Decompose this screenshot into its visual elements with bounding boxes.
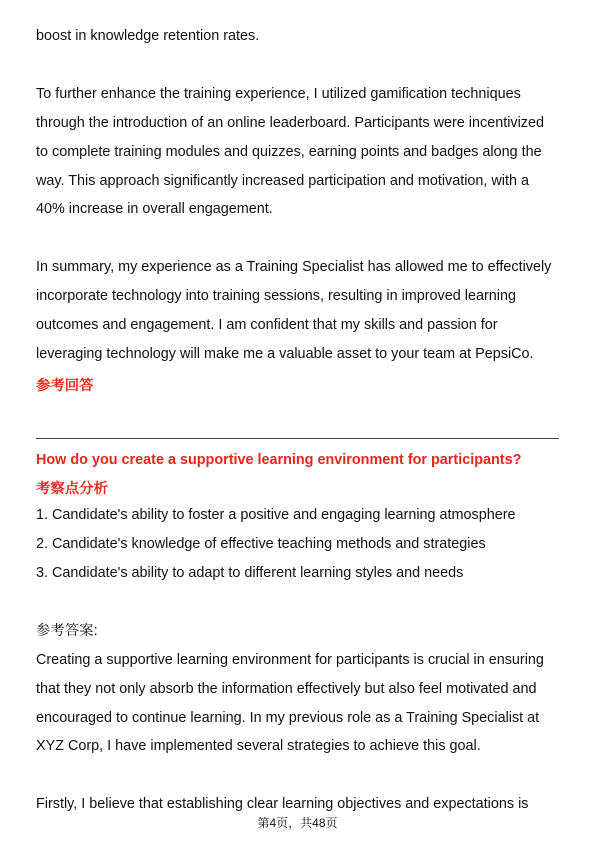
analysis-point: 2. Candidate's knowledge of effective teaching methods and strategies (36, 536, 486, 552)
analysis-point: 1. Candidate's ability to foster a positive and engaging learning atmosphere (36, 507, 516, 523)
body-text-line: To further enhance the training experience, I utilized gamification techniques (36, 86, 521, 102)
body-text-line: leveraging technology will make me a valuable asset to your team at PepsiCo. (36, 346, 534, 362)
body-text-line: to complete training modules and quizzes, earning points and badges along the (36, 144, 542, 160)
body-text-line: incorporate technology into training sessions, resulting in improved learning (36, 288, 516, 304)
body-text-line: way. This approach significantly increased participation and motivation, with a (36, 173, 530, 189)
section-divider (36, 438, 559, 439)
body-text-line: Firstly, I believe that establishing clear learning objectives and expectations is (36, 796, 529, 812)
body-text-line: 40% increase in overall engagement. (36, 201, 273, 217)
page-number: 第4页，共48页 (257, 816, 338, 830)
body-text-line: outcomes and engagement. I am confident that my skills and passion for (36, 317, 498, 333)
body-text-line: that they not only absorb the information effectively but also feel motivated and (36, 681, 537, 697)
analysis-point: 3. Candidate's ability to adapt to different learning styles and needs (36, 565, 464, 581)
body-text-line: Creating a supportive learning environment for participants is crucial in ensuring (36, 652, 544, 668)
reference-answer-heading: 参考回答 (36, 378, 94, 394)
analysis-heading: 考察点分析 (36, 481, 108, 497)
body-text-line: XYZ Corp, I have implemented several strategies to achieve this goal. (36, 738, 481, 754)
body-text-line: encouraged to continue learning. In my previous role as a Training Specialist at (36, 710, 540, 726)
question-heading: How do you create a supportive learning environment for participants? (36, 452, 522, 468)
body-text-line: through the introduction of an online leaderboard. Participants were incentivized (36, 115, 544, 131)
body-text-line: In summary, my experience as a Training Specialist has allowed me to effectively (36, 259, 552, 275)
body-text-line: boost in knowledge retention rates. (36, 28, 260, 44)
answer-label: 参考答案: (36, 623, 98, 639)
